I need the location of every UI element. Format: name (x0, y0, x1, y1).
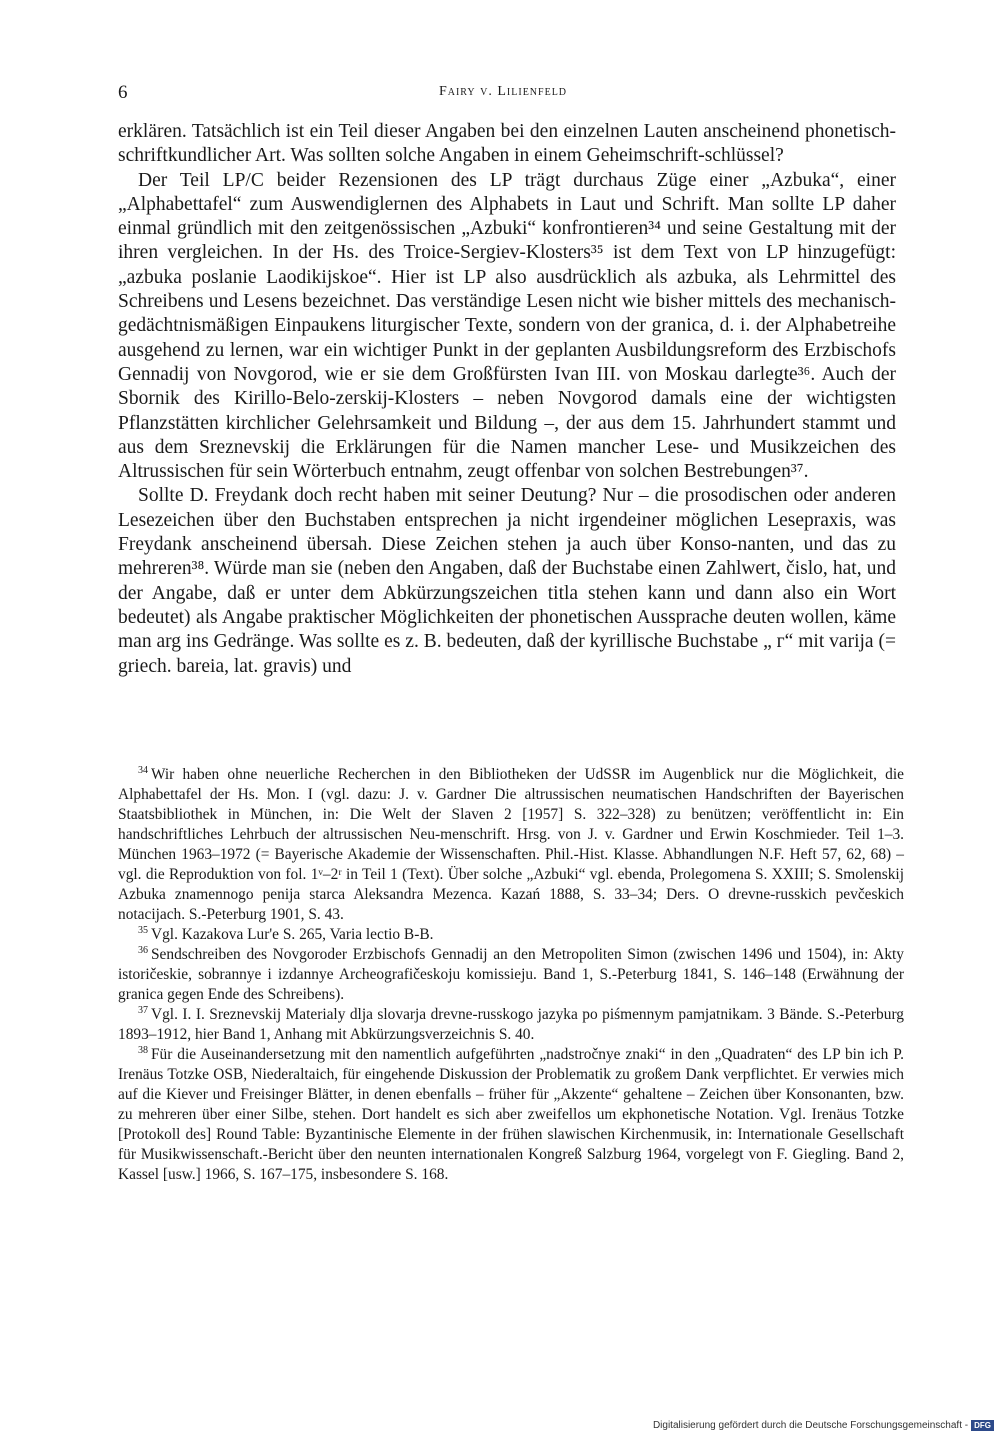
footnote-number: 37 (138, 1004, 148, 1016)
footnote-text: Sendschreiben des Novgoroder Erzbischofs Gennadij an den Metropoliten Simon (zwischen 1496 und 1504), in: Akty istoričeskie, sobrannye i izdannye Archeografičeskoju komissieju. Band 1, S.-Peterburg 1841, S. 146–148 (Erwähnung der granica gegen Ende des Schreibens). (118, 946, 904, 1003)
footnote-36 (118, 945, 904, 1005)
footnote-35 (118, 925, 904, 945)
footer-text: Digitalisierung gefördert durch die Deutsche Forschungsgemeinschaft - (652, 1419, 969, 1431)
page-header (118, 82, 888, 106)
footnote-text: Wir haben ohne neuerliche Recherchen in den Bibliotheken der UdSSR im Augenblick nur die Möglichkeit, die Alphabettafel der Hs. Mon. I (vgl. dazu: J. v. Gardner Die altrussischen neumatischen Handschriften der Bayerischen Staatsbibliothek in München, in: Die Welt der Slaven 2 [1957] S. 322–328) zu benützen; veröffentlicht in: Ein handschriftliches Lehrbuch der altrussischen Neu-menschrift. Hrsg. von J. v. Gardner und Erwin Koschmieder. Teil 1–3. München 1963–1972 (= Bayerische Akademie der Wissenschaften. Phil.-Hist. Klasse. Abhandlungen N.F. Heft 57, 62, 68) – vgl. die Reproduktion von fol. 1ᵛ–2ʳ in Teil 1 (Text). Über solche „Azbuki“ vgl. ebenda, Prolegomena S. XXIII; S. Smolenskij Azbuka znamennogo penija starca Aleksandra Mezenca. Kazań 1888, S. 33–34; Ders. O drevne-russkich pevčeskich notacijach. S.-Peterburg 1901, S. 43. (118, 766, 904, 923)
digitization-credit (653, 1418, 994, 1432)
paragraph: Sollte D. Freydank doch recht haben mit seiner Deutung? Nur – die prosodischen oder anderen Lesezeichen über den Buchstaben entsprechen ja nicht irgendeiner möglichen Lesepraxis, was Freydank anscheinend übersah. Diese Zeichen stehen ja auch über Konso-nanten, und das zu mehreren³⁸. Würde man sie (neben den Angaben, daß der Buchstabe einen Zahlwert, čislo, hat, und der Angabe, daß er unter dem Abkürzungszeichen titla stehen kann und dann also ein Wort bedeutet) als Angabe praktischer Möglichkeiten der phonetischen Aussprache deuten wollen, käme man arg ins Gedränge. Was sollte es z. B. bedeuten, daß der kyrillische Buchstabe „ г“ mit varija (= griech. bareia, lat. gravis) und (118, 485, 896, 677)
footnote-number: 38 (138, 1044, 148, 1056)
footnote-34 (118, 765, 904, 925)
footnote-38 (118, 1045, 904, 1185)
dfg-logo: DFG (971, 1420, 994, 1431)
paragraph: erklären. Tatsächlich ist ein Teil dieser Angaben bei den einzelnen Lauten anscheinend phonetisch-schriftkundlicher Art. Was sollten solche Angaben in einem Geheimschrift-schlüssel? (118, 121, 896, 167)
main-text (118, 120, 896, 679)
paragraph: Der Teil LP/C beider Rezensionen des LP trägt durchaus Züge einer „Azbuka“, einer „Alphabettafel“ zum Auswendiglernen des Alphabets in Laut und Schrift. Man sollte LP daher einmal gründlich mit den zeitgenössischen „Azbuki“ konfrontieren³⁴ und seine Gestaltung mit der ihren vergleichen. In der Hs. des Troice-Sergiev-Klosters³⁵ ist dem Text von LP hinzugefügt: „azbuka poslanie Laodikijskoe“. Hier ist LP also ausdrücklich als azbuka, als Lehrmittel des Schreibens und Lesens bezeichnet. Das verständige Lesen nicht wie bisher mittels des mechanisch-gedächtnismäßigen Einpaukens liturgischer Texte, sondern von der granica, d. i. der Alphabetreihe ausgehend zu lernen, war ein wichtiger Punkt in der geplanten Ausbildungsreform des Erzbischofs Gennadij von Novgorod, wie er sie dem Großfürsten Ivan III. von Moskau darlegte³⁶. Auch der Sbornik des Kirillo-Belo-zerskij-Klosters – neben Novgorod damals eine der wichtigsten Pflanzstätten kirchlicher Gelehrsamkeit und Bildung –, der aus dem 15. Jahrhundert stammt und aus dem Sreznevskij die Erklärungen für die Namen mancher Lese- und Musikzeichen des Altrussischen für sein Wörterbuch entnahm, zeugt offenbar von solchen Bestrebungen³⁷. (118, 169, 896, 483)
footnote-text: Vgl. Kazakova Lur'e S. 265, Varia lectio B-B. (151, 926, 434, 943)
running-head: Fairy v. Lilienfeld (438, 84, 568, 99)
footnote-text: Für die Auseinandersetzung mit den namentlich aufgeführten „nadstročnye znaki“ in den „Quadraten“ des LP bin ich P. Irenäus Totzke OSB, Niederaltaich, für eingehende Diskussion der Problematik zu großem Dank verpflichtet. Er verwies mich auf die Kiever und Freisinger Blätter, in denen ebenfalls – früher für „Akzente“ gehaltene – Zeichen über Konsonanten, bzw. zu mehreren über einer Silbe, stehen. Dort handelt es sich aber zweifellos um ekphonetische Notation. Vgl. Irenäus Totzke [Protokoll des] Round Table: Byzantinische Elemente in der frühen slawischen Kirchenmusik, in: Internationale Gesellschaft für Musikwissenschaft.-Bericht über den neunten internationalen Kongreß Salzburg 1964, vorgelegt von F. Giegling. Band 2, Kassel [usw.] 1966, S. 167–175, insbesondere S. 168. (118, 1046, 904, 1183)
page-number: 6 (118, 82, 128, 103)
footnote-text: Vgl. I. I. Sreznevskij Materialy dlja slovarja drevne-russkogo jazyka po piśmennym pamjatnikam. 3 Bände. S.-Peterburg 1893–1912, hier Band 1, Anhang mit Abkürzungsverzeichnis S. 40. (118, 1006, 904, 1043)
footnote-number: 34 (138, 764, 148, 776)
footnote-number: 36 (138, 944, 148, 956)
footnote-number: 35 (138, 924, 148, 936)
footnotes (118, 765, 904, 1185)
footnote-37 (118, 1005, 904, 1045)
